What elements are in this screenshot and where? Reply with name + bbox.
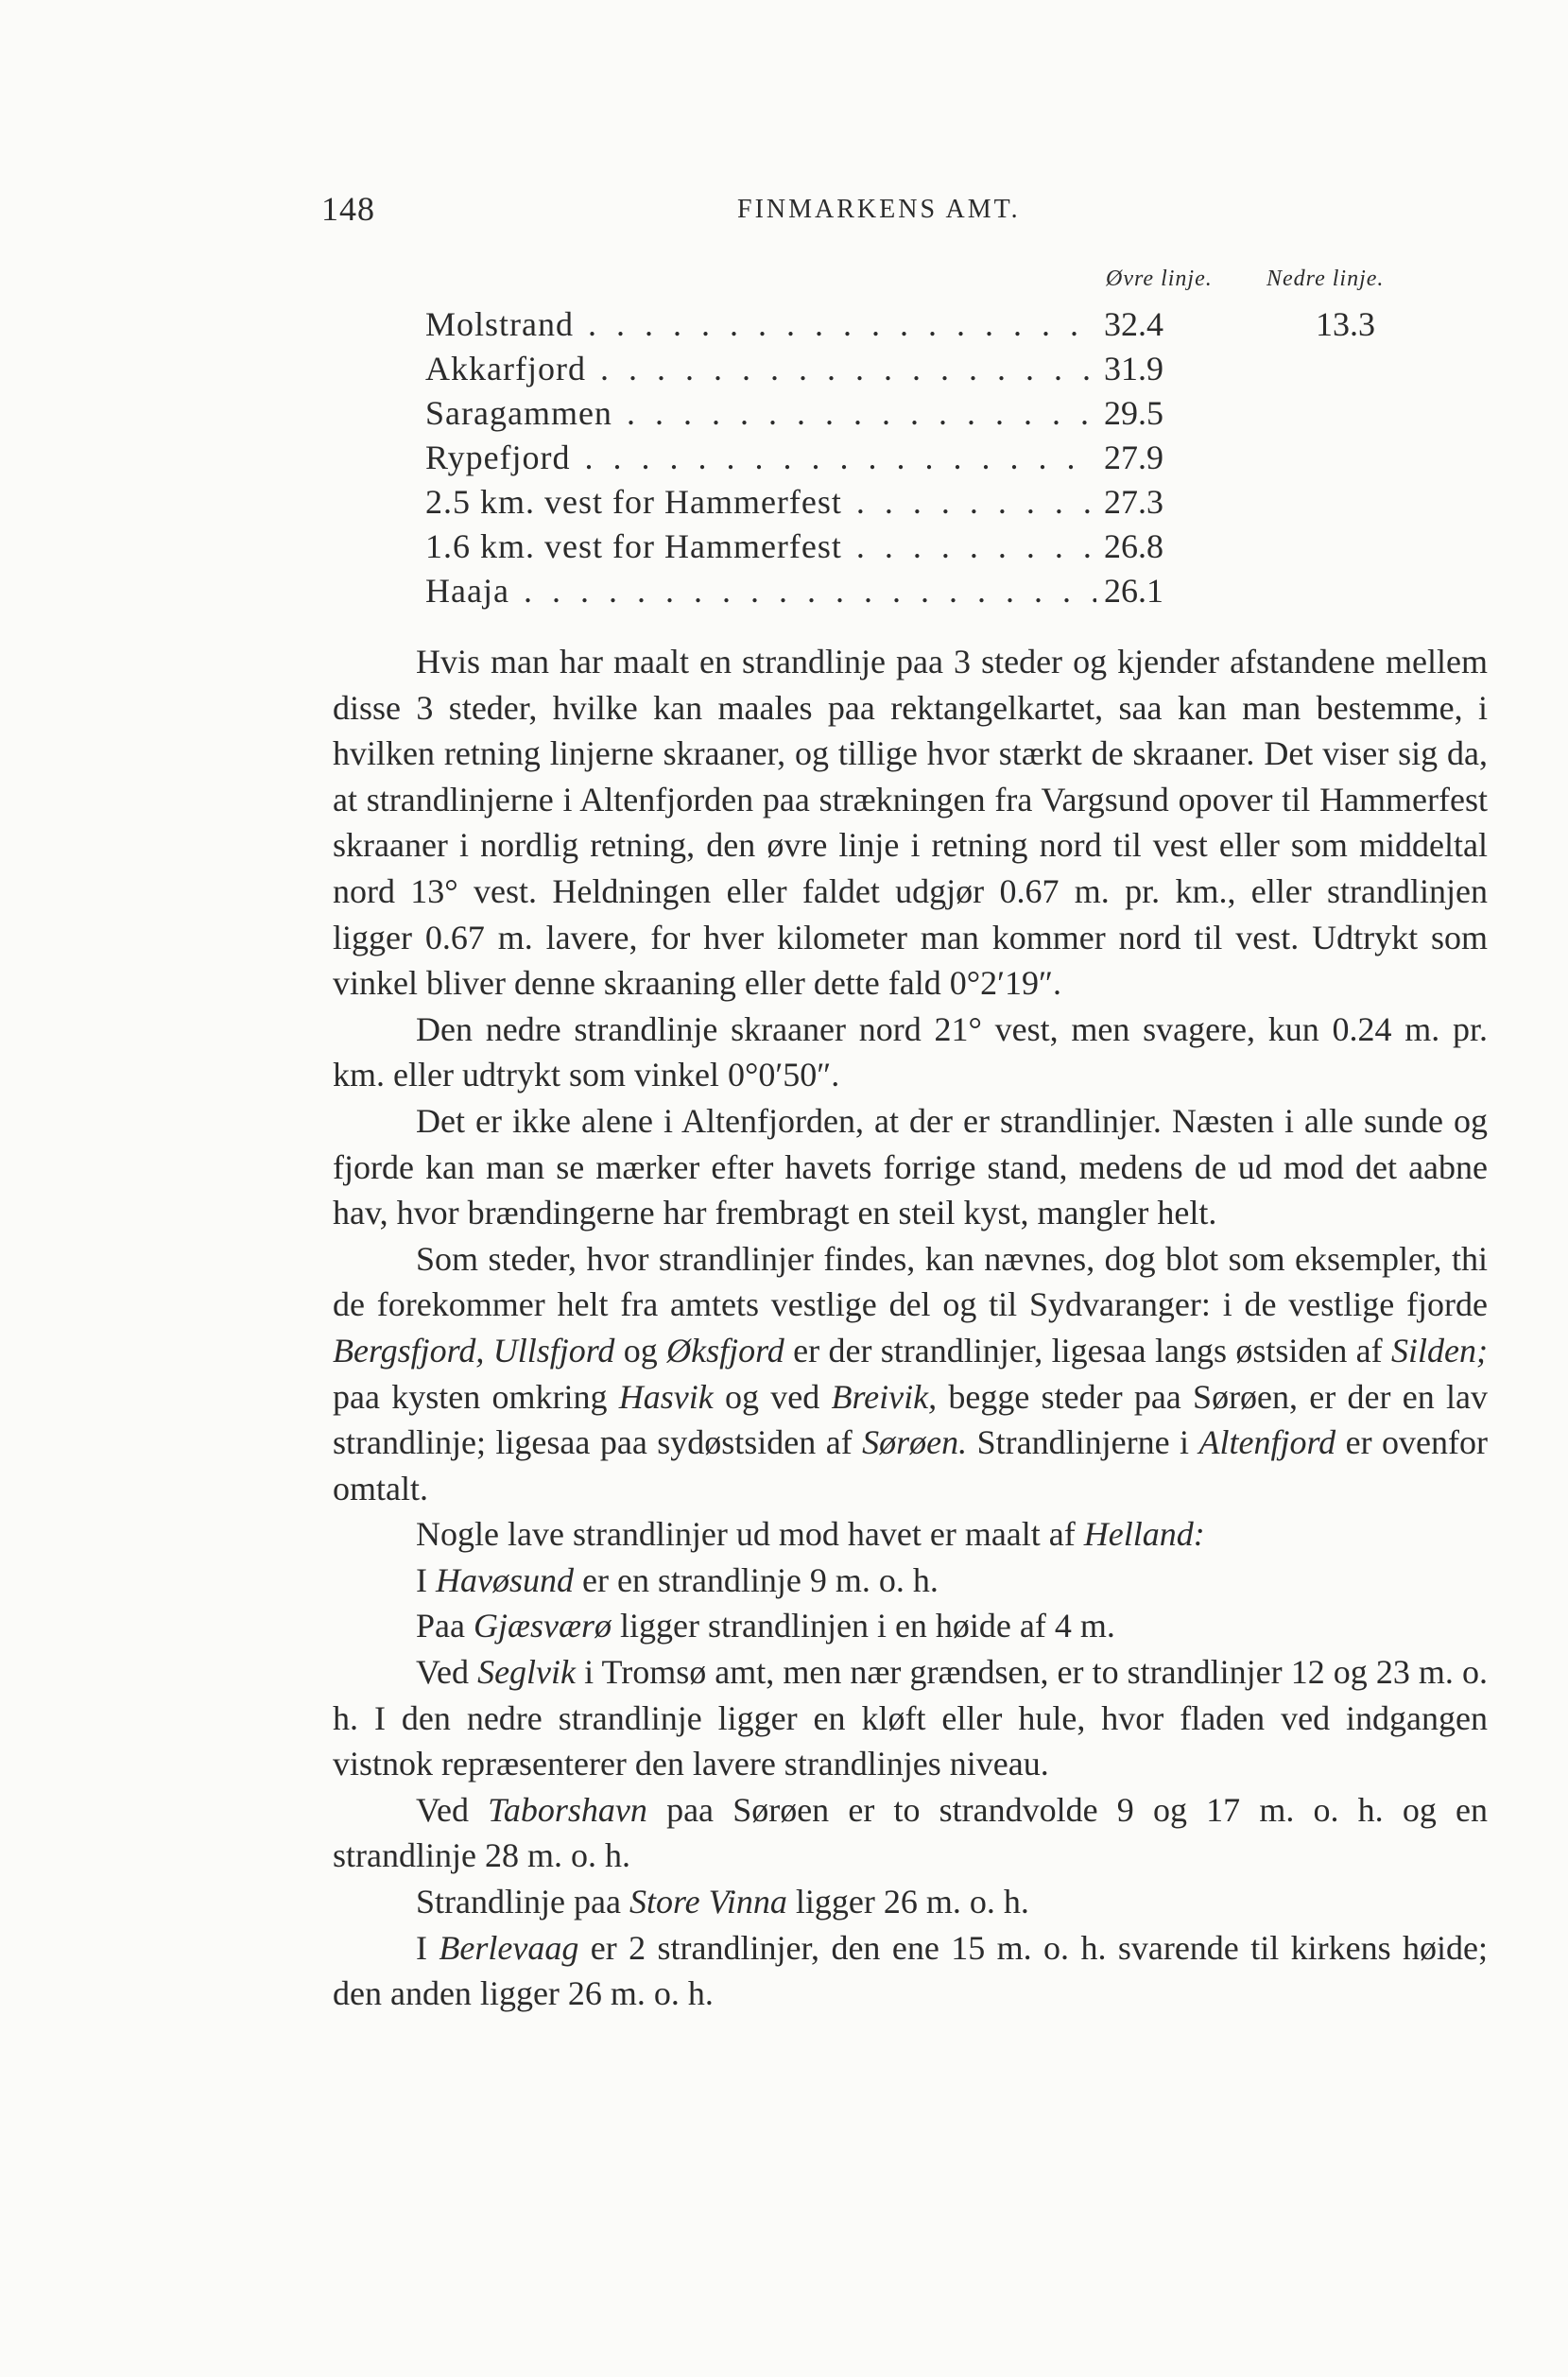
upper-value: 26.1 [1104, 572, 1163, 610]
paragraph [333, 1925, 1488, 2017]
table-row [425, 304, 1493, 349]
text-run: og ved [713, 1377, 832, 1416]
place-name-italic: Silden; [1391, 1331, 1488, 1369]
upper-value: 26.8 [1104, 527, 1163, 565]
place-name-italic: Breivik, [831, 1377, 938, 1416]
paragraph [333, 1558, 1488, 1604]
text-run: Ved [416, 1653, 478, 1692]
body-text [333, 639, 1488, 2017]
page-number: 148 [321, 190, 375, 228]
place-name: Akkarfjord . . . [425, 349, 1096, 388]
paragraph [333, 1649, 1488, 1787]
text-run: Strandlinje paa [416, 1883, 629, 1921]
text-run: Nogle lave strandlinjer ud mod havet er maalt af [416, 1515, 1084, 1554]
text-run: begge steder paa Sørøen, er der en lav strandlinje; ligesaa paa sydøstsiden af [333, 1377, 1488, 1462]
place-name-italic: Hasvik [618, 1377, 714, 1416]
place-name: 1.6 km. vest for Hammerfest . . . [425, 526, 1096, 566]
table-row [425, 482, 1493, 526]
text-run: Strandlinjerne i [967, 1423, 1199, 1462]
place-name: Rypefjord . . . [425, 438, 1096, 477]
table-row [425, 393, 1493, 438]
text-run: I [416, 1928, 439, 1967]
running-head: FINMARKENS AMT. [737, 195, 1021, 224]
upper-value: 27.9 [1104, 439, 1163, 476]
text-run: paa kysten omkring [333, 1377, 619, 1416]
upper-value: 31.9 [1104, 350, 1163, 388]
upper-value: 29.5 [1104, 394, 1163, 432]
paragraph: Det er ikke alene i Altenfjorden, at der er strandlinjer. Næsten i alle sunde og fjorde kan man se mærker efter havets forrige stand, medens de ud mod det aabne hav, hvor brændingerne har frembragt en steil kyst, mangler helt. [333, 1101, 1488, 1232]
upper-value: 27.3 [1104, 483, 1163, 521]
place-name-italic: Øksfjord [666, 1331, 784, 1369]
text-run: er der strandlinjer, ligesaa langs østsiden af [784, 1331, 1392, 1369]
text-run: Paa [416, 1607, 474, 1645]
text-run: Ved [416, 1790, 489, 1829]
place-name-italic: Gjæsværø [473, 1607, 612, 1645]
place-name-italic: Sørøen. [862, 1423, 968, 1462]
column-header-upper: Øvre linje. [1106, 267, 1213, 291]
text-run: er ovenfor omtalt. [333, 1423, 1488, 1507]
table-row [425, 438, 1493, 482]
column-header-lower: Nedre linje. [1266, 267, 1385, 291]
paragraph [333, 1787, 1488, 1879]
author-name-italic: Helland: [1083, 1515, 1205, 1554]
text-run: og [614, 1331, 667, 1369]
upper-value: 32.4 [1104, 305, 1163, 343]
text-run: paa Sørøen er to strandvolde 9 og 17 m. o. h. og en strandlinje 28 m. o. h. [333, 1790, 1488, 1875]
lower-value: 13.3 [1316, 305, 1375, 343]
paragraph [333, 1603, 1488, 1649]
place-name: 2.5 km. vest for Hammerfest . . . [425, 482, 1096, 522]
text-run: er 2 strandlinjer, den ene 15 m. o. h. svarende til kirkens høide; den anden ligger 26 m. o. h. [333, 1928, 1488, 2013]
text-run: Som steder, hvor strandlinjer findes, kan nævnes, dog blot som eksempler, thi de forekommer helt fra amtets vestlige del og til Sydvaranger: i de vestlige fjorde [333, 1239, 1488, 1324]
place-name-italic: Seglvik [477, 1653, 577, 1692]
place-name: Haaja . . . [425, 571, 1096, 611]
paragraph: Den nedre strandlinje skraaner nord 21° vest, men svagere, kun 0.24 m. pr. km. eller udtrykt som vinkel 0°0′50″. [333, 1009, 1488, 1094]
text-run: ligger strandlinjen i en høide af 4 m. [612, 1607, 1115, 1645]
place-name-italic: Altenfjord [1198, 1423, 1336, 1462]
table-row [425, 349, 1493, 393]
text-run: er en strandlinje 9 m. o. h. [574, 1560, 939, 1599]
paragraph [333, 1511, 1488, 1558]
paragraph: Hvis man har maalt en strandlinje paa 3 steder og kjender afstandene mellem disse 3 steder, hvilke kan maales paa rektangelkartet, saa kan man bestemme, i hvilken retning linjerne skraaner, og tillige hvor stærkt de skraaner. Det viser sig da, at strandlinjerne i Altenfjorden paa strækningen fra Vargsund opover til Hammerfest skraaner i nordlig retning, den øvre linje i retning nord til vest eller som middeltal nord 13° vest. Heldningen eller faldet udgjør 0.67 m. pr. km., eller strandlinjen ligger 0.67 m. lavere, for hver kilometer man kommer nord til vest. Udtrykt som vinkel bliver denne skraaning eller dette fald 0°2′19″. [333, 643, 1488, 1003]
page-header [321, 189, 1493, 236]
place-name-italic: Berlevaag [439, 1928, 579, 1967]
paragraph [333, 1879, 1488, 1925]
text-run: I [416, 1560, 436, 1599]
text-run: ligger 26 m. o. h. [786, 1883, 1029, 1921]
paragraph [333, 1236, 1488, 1512]
place-name-italic: Havøsund [436, 1560, 574, 1599]
place-name-italic: Bergsfjord, Ullsfjord [333, 1331, 615, 1369]
table-row [425, 526, 1493, 571]
place-name: Molstrand . . . [425, 304, 1096, 344]
place-name: Saragammen . . . [425, 393, 1096, 433]
place-name-italic: Taborshavn [488, 1790, 647, 1829]
strandline-table [425, 267, 1493, 615]
place-name-italic: Store Vinna [629, 1883, 787, 1921]
table-row [425, 571, 1493, 615]
table-header [425, 267, 1493, 304]
text-run: i Tromsø amt, men nær grændsen, er to strandlinjer 12 og 23 m. o. h. I den nedre strandlinje ligger en kløft eller hule, hvor fladen ved indgangen vistnok repræsenterer den lavere strandlinjes niveau. [333, 1653, 1488, 1783]
